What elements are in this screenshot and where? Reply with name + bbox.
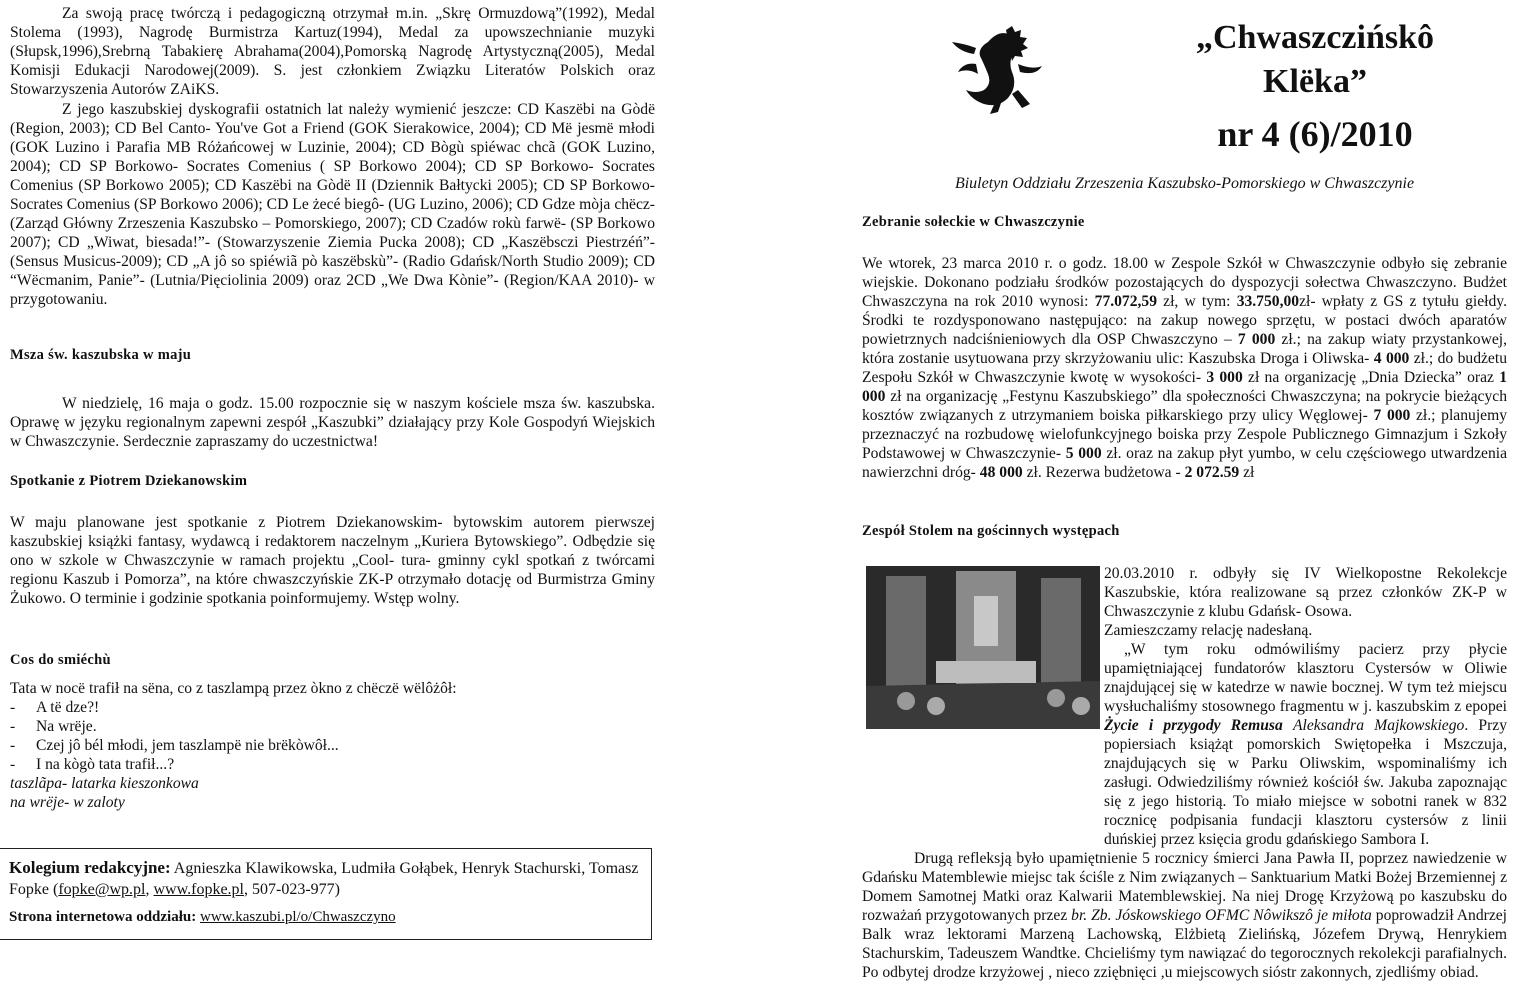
intro-paragraph-2: Z jego kaszubskiej dyskografii ostatnich lat należy wymienić jeszcze: CD Kaszëbi na Gòdë (Region, 2003); CD Bel Canto- You've Got a Friend (GOK Sierakowice, 2004); CD Më jesmë młodi (GOK Luzino i Parafia MB Różańcowej w Luzinie, 2004); CD Bògù spiéwac chcã (GOK Luzino, 2004); CD SP Borkowo- Socrates Comenius ( SP Borkowo 2004); CD SP Borkowo- Socrates Comenius (SP Borkowo 2005); CD Kaszëbi na Gòdë II (Dziennik Bałtycki 2005); CD SP Borkowo- Socrates Comenius (SP Borkowo 2006); CD Le żecé biegô- (UG Luzino, 2006); CD Gdze mòja chëcz- (Zarząd Główny Zrzeszenia Kaszubsko – Pomorskiego, 2007); CD Czadów rokù farwë- (SP Borkowo 2007); CD „Wiwat, biesada!”- (Stowarzyszenie Ziemia Pucka 2008); CD „Kaszëbsczi Piestrzéń”- (Sensus Musicus-2009); CD „A jô so spiéwiã pò kaszëbskù”- (Radio Gdańsk/North Studio 2009); CD “Wëcmanim, Panie”- (Lutnia/Pięciolinia 2009) oraz 2CD „We Dwa Kònie”- (Region/KAA 2010)- w przygotowaniu. — [10, 101, 655, 308]
stolem-para-2: Zamieszczamy relację nadesłaną. — [1104, 622, 1313, 639]
bulletin-subtitle: Biuletyn Oddziału Zrzeszenia Kaszubsko-Pomorskiego w Chwaszczynie — [954, 175, 1415, 192]
editorial-board-line: Kolegium redakcyjne: Agnieszka Klawikowska, Ludmiła Gołąbek, Henryk Stachurski, Tomasz Fopke (fopke@wp.pl, www.fopke.pl, 507-023-977) — [9, 858, 639, 898]
issue-number: nr 4 (6)/2010 — [1217, 114, 1413, 154]
spotkanie-heading: Spotkanie z Piotrem Dziekanowskim — [10, 473, 248, 489]
editorial-board-box — [0, 848, 652, 940]
smiech-heading: Cos do smiéchù — [10, 652, 111, 668]
email-link[interactable]: fopke@wp.pl — [58, 881, 146, 898]
gloss-2: na wrëje- w zaloty — [10, 794, 125, 811]
smiech-intro: Tata w nocë trafił na sëna, co z taszlampą przez òkno z chëczë wëlôżôł: — [10, 680, 457, 697]
editorial-board-names: Agnieszka Klawikowska, Ludmiła Gołąbek, Henryk Stachurski, Tomasz Fopke — [9, 860, 639, 898]
phone-number: 507-023-977 — [252, 881, 335, 898]
website-link[interactable]: www.kaszubi.pl/o/Chwaszczyno — [199, 909, 396, 925]
stolem-para-4: Drugą refleksją było upamiętnienie 5 rocznicy śmierci Jana Pawła II, poprzez nawiedzenie w Gdańsku Matemblewie miejsc tak ściśle z Nim związanych – Sanktuarium Matki Bożej Brzemiennej z Domem Samotnej Matki oraz Kalwarii Matemblewskiej. Na niej Drogę Krzyżową po kaszubsku do rozważań przygotowanych przez br. Zb. Jóskowskiego OFMC Nôwikszô je miłota poprowadził Andrzej Balk wraz lektorami Marzeną Lachowską, Elżbietą Zielińską, Józefem Drywą, Henrykiem Stachurskim, Tadeuszem Wandtke. Chcieliśmy tym nawiązać do tegorocznych rekolekcji parafialnych. Po odbytej drodze krzyżowej , nieco zziębnięci ,u miejscowych sióstr zakonnych, zjedliśmy obiad. — [862, 850, 1507, 981]
griffin-logo-icon — [948, 24, 1052, 120]
list-item: - I na kògò tata trafił...? — [10, 756, 175, 773]
church-interior-photo — [866, 566, 1100, 729]
www-link[interactable]: www.fopke.pl — [153, 881, 244, 898]
website-line — [9, 909, 396, 926]
spotkanie-text: W maju planowane jest spotkanie z Piotrem Dziekanowskim- bytowskim autorem pierwszej kaszubskiej książki fantasy, wydawcą i redaktorem naczelnym „Kuriera Bytowskiego”. Odbędzie się ono w szkole w Chwaszczynie w ramach projektu „Cool- tura- gminny cykl spotkań z twórcami regionu Kaszub i Pomorza”, na które chwaszczyńskie ZK-P otrzymało dotację od Burmistrza Gminy Żukowo. O terminie i godzinie spotkania poinformujemy. Wstęp wolny. — [10, 514, 655, 607]
website-label: Strona internetowa oddziału: — [9, 909, 197, 925]
list-item: - A të dze?! — [10, 699, 100, 716]
zebranie-text: We wtorek, 23 marca 2010 r. o godz. 18.00 w Zespole Szkół w Chwaszczynie odbyło się zebranie wiejskie. Dokonano podziału środków pozostających do dyspozycji sołectwa Chwaszczyno. Budżet Chwaszczyna na rok 2010 wynosi: 77.072,59 zł, w tym: 33.750,00zł- wpłaty z GS z tytułu giełdy. Środki te rozdysponowano następująco: na zakup nowego sprzętu, w postaci dwóch aparatów powietrznych nadciśnieniowych dla OSP Chwaszczyno – 7 000 zł.; na zakup wiaty przystankowej, która zostanie usytuowana przy skrzyżowaniu ulic: Kaszubska Droga i Oliwska- 4 000 zł.; do budżetu Zespołu Szkół w Chwaszczynie kwotę w wysokości- 3 000 zł na organizację „Dnia Dziecka” oraz 1 000 zł na organizację „Festynu Kaszubskiego” dla społeczności Chwaszczyna; na pokrycie bieżących kosztów związanych z utrzymaniem boiska piłkarskiego przy ulicy Węglowej- 7 000 zł.; planujemy przeznaczyć na rozbudowę wielofunkcyjnego boiska przy Zespole Publicznego Gimnazjum i Szkoły Podstawowej w Chwaszczynie- 5 000 zł. oraz na zakup płyt yumbo, w celu częściowego utwardzenia nawierzchni dróg- 48 000 zł. Rezerwa budżetowa - 2 072.59 zł — [862, 255, 1507, 481]
gloss-1: taszlãpa- latarka kieszonkowa — [10, 775, 199, 792]
zebranie-heading: Zebranie sołeckie w Chwaszczynie — [862, 214, 1085, 230]
masthead — [1150, 16, 1480, 158]
editorial-board-label: Kolegium redakcyjne: — [9, 858, 171, 877]
intro-paragraph-1: Za swoją pracę twórczą i pedagogiczną otrzymał m.in. „Skrę Ormuzdową”(1992), Medal Stolema (1993), Nagrodę Burmistrza Kartuz(1994), Medal za upowszechnianie muzyki (Słupsk,1996),Srebrną Tabakierę Abrahama(2004),Pomorską Nagrodę Artystyczną(2005), Medal Komisji Edukacji Narodowej(2009). S. jest członkiem Związku Literatów Polskich oraz Stowarzyszenia Autorów ZAiKS. — [10, 5, 655, 98]
title-line-1: „Chwaszczińskô — [1195, 19, 1435, 56]
msza-heading: Msza św. kaszubska w maju — [10, 347, 192, 363]
title-line-2: Klëka” — [1263, 63, 1367, 100]
smiech-list — [10, 698, 339, 774]
stolem-heading: Zespół Stolem na gościnnych występach — [862, 523, 1120, 539]
msza-text: W niedzielę, 16 maja o godz. 15.00 rozpocznie się w naszym kościele msza św. kaszubska. Oprawę w języku regionalnym zapewni zespół „Kaszubki” działający przy Kole Gospodyń Wiejskich w Chwaszczynie. Serdecznie zapraszamy do uczestnictwa! — [10, 395, 655, 450]
list-item: - Czej jô bél młodi, jem taszlampë nie brëkòwôł... — [10, 737, 339, 754]
stolem-para-1: 20.03.2010 r. odbyły się IV Wielkopostne Rekolekcje Kaszubskie, która realizowane są przez członków ZK-P w Chwaszczynie z klubu Gdańsk- Osowa. — [1104, 565, 1507, 620]
list-item: - Na wrëje. — [10, 718, 97, 735]
stolem-para-3: „W tym roku odmówiliśmy pacierz przy płycie upamiętniającej fundatorów klasztoru Cystersów w Oliwie znajdującej się w katedrze w nawie bocznej. W tym też miejscu wysłuchaliśmy stosownego fragmentu w j. kaszubskim z epopei Życie i przygody Remusa Aleksandra Majkowskiego. Przy popiersiach książąt pomorskich Swiętopełka i Mszczuja, znajdujących się w Parku Oliwskim, wspominaliśmy ich zasługi. Odwiedziliśmy również kościół św. Jakuba zapoznając się z jego historią. To miało miejsce w sobotni ranek w 832 rocznicę podpisania fundacji klasztoru cystersów z linii duńskiej przez księcia grodu gdańskiego Sambora I. — [1104, 641, 1508, 848]
